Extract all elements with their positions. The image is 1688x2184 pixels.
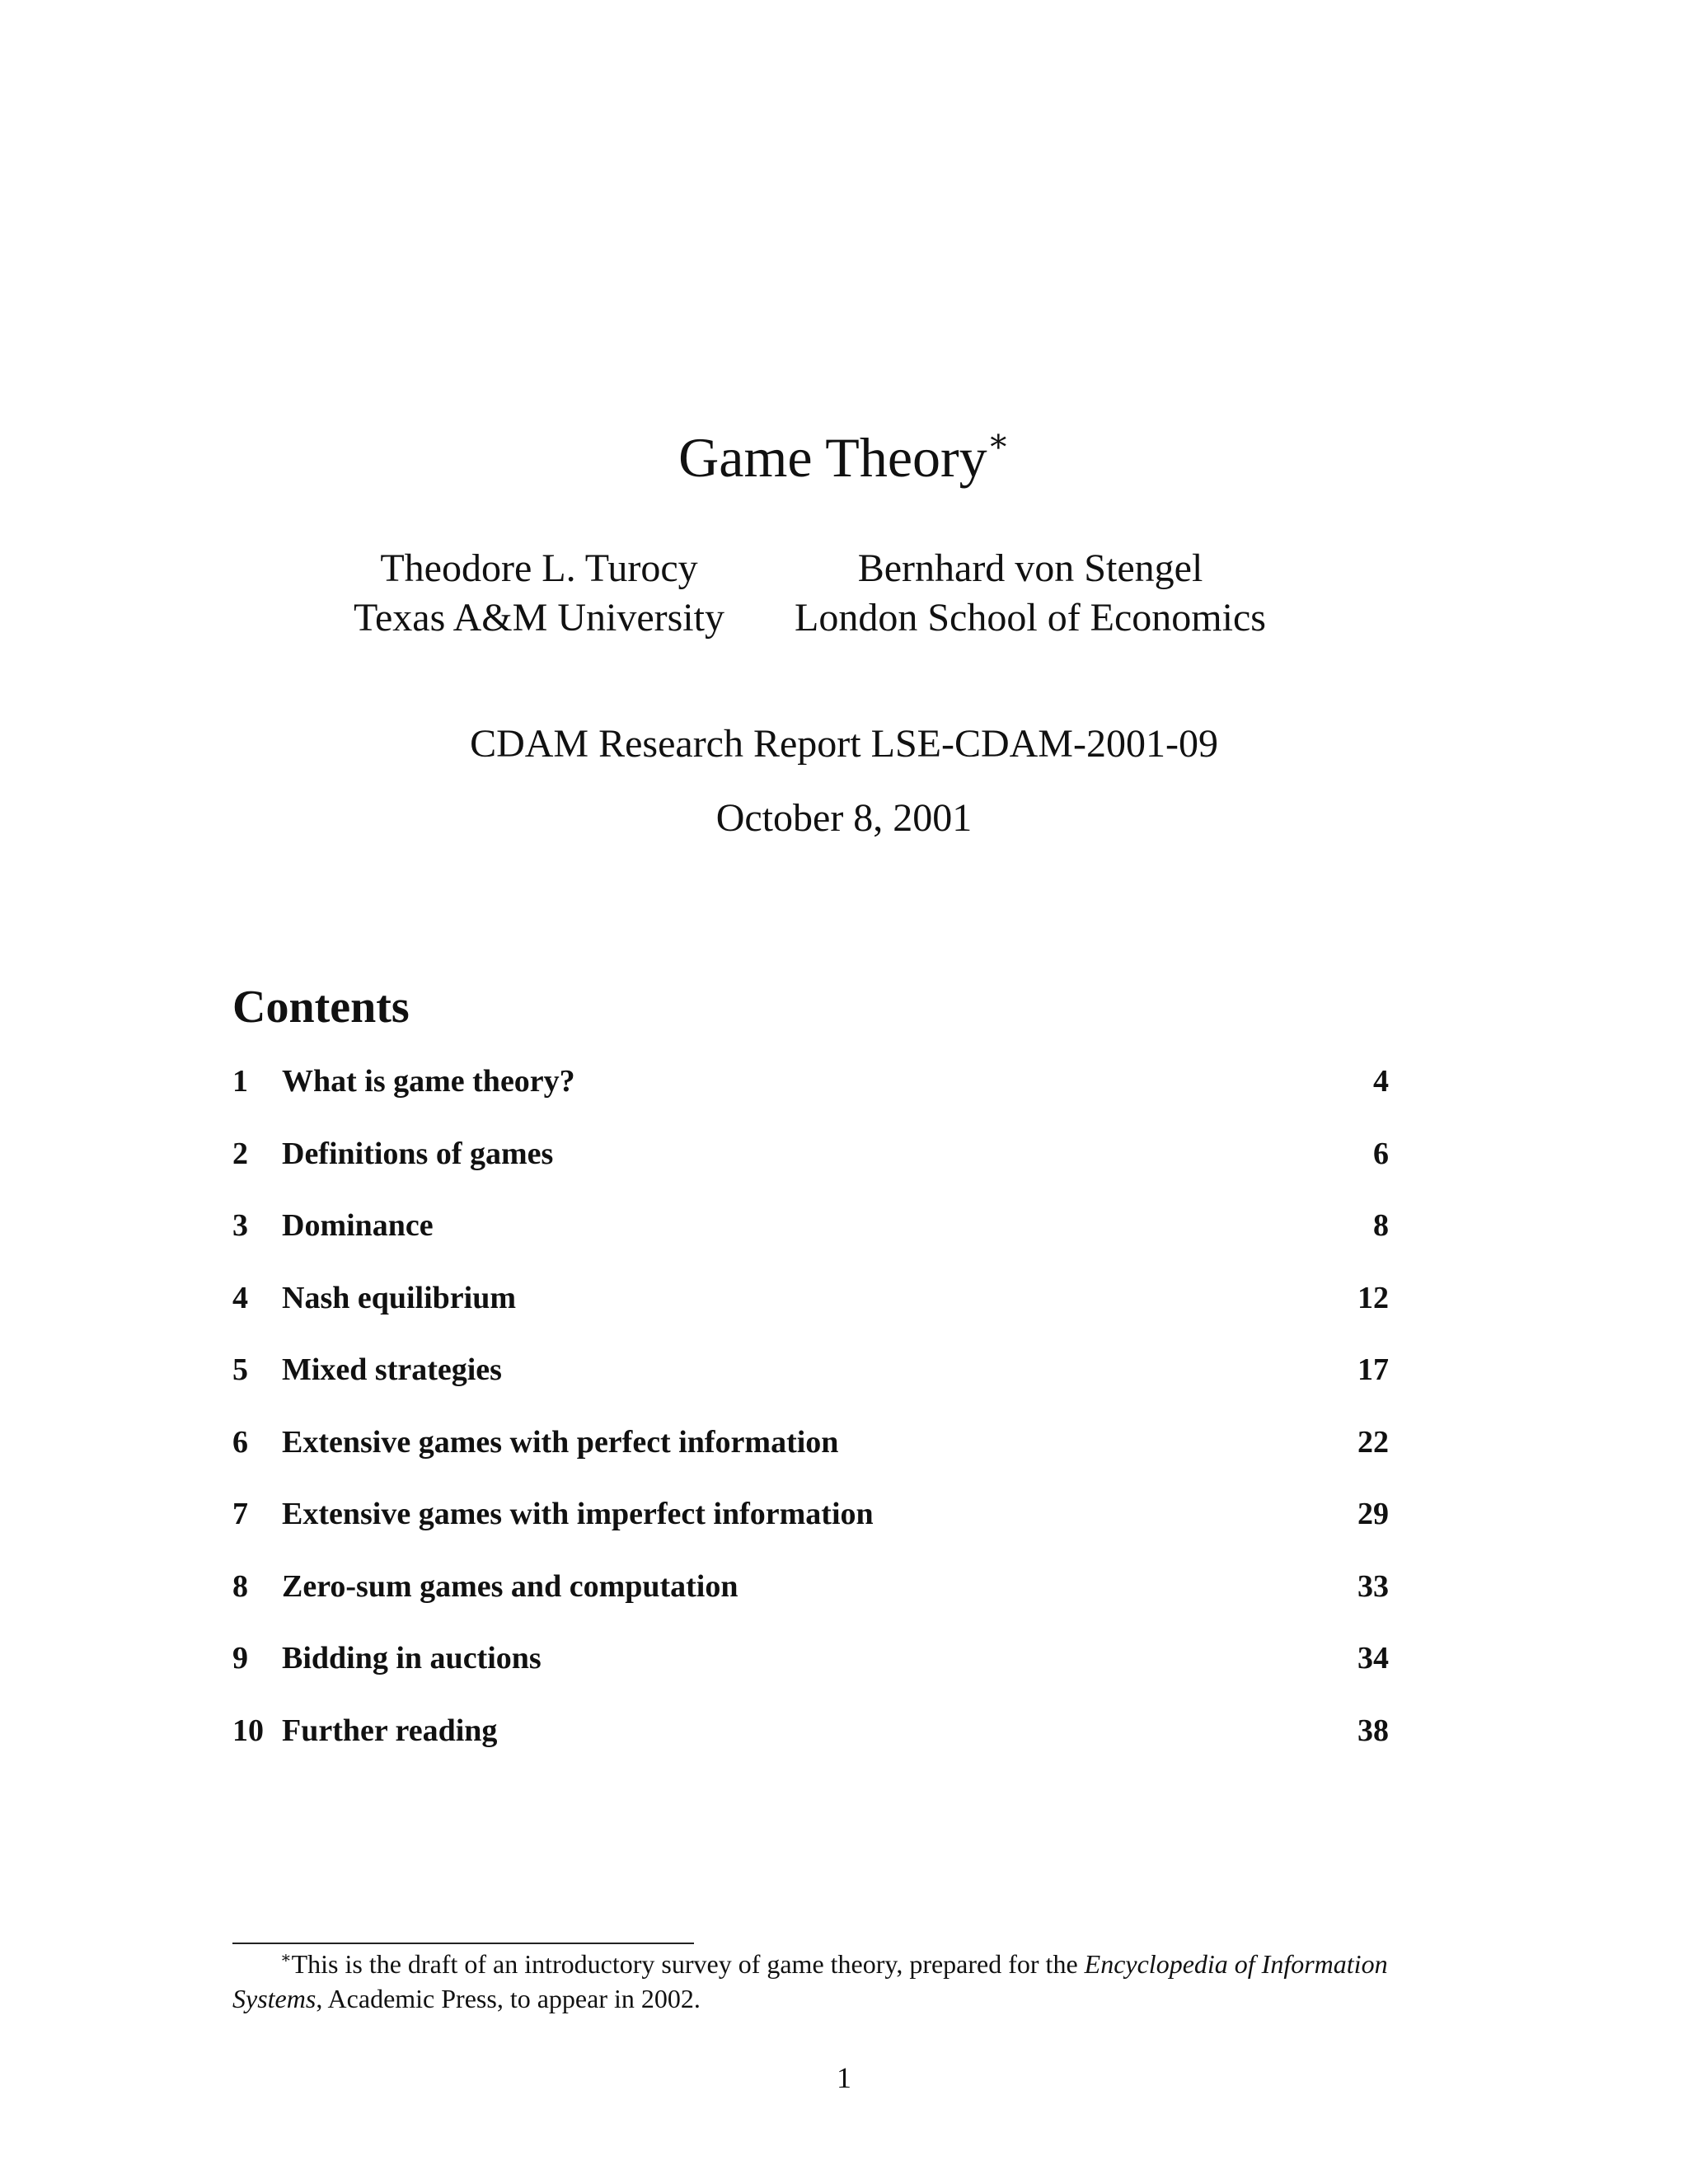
toc-number: 10	[232, 1713, 264, 1748]
page-number: 1	[837, 2061, 851, 2094]
toc-entry[interactable]	[232, 1063, 1389, 1136]
author-name: Bernhard von Stengel	[857, 546, 1203, 590]
toc-page: 34	[1357, 1641, 1389, 1675]
toc-title: Further reading	[282, 1713, 498, 1748]
author-affiliation: London School of Economics	[795, 596, 1266, 640]
author-name: Theodore L. Turocy	[380, 546, 698, 590]
toc-page: 6	[1373, 1136, 1389, 1171]
toc-page: 33	[1357, 1568, 1389, 1604]
toc-title: What is game theory?	[282, 1064, 575, 1099]
toc-number: 2	[232, 1136, 248, 1171]
toc-entry[interactable]	[232, 1207, 1389, 1280]
toc-number: 1	[232, 1064, 248, 1099]
report-number: CDAM Research Report LSE-CDAM-2001-09	[470, 722, 1218, 766]
contents-heading: Contents	[232, 982, 410, 1033]
author-affiliation: Texas A&M University	[354, 596, 724, 640]
toc-page: 17	[1357, 1352, 1389, 1387]
toc-page: 29	[1357, 1497, 1389, 1531]
paper-title-text: Game Theory	[678, 426, 987, 489]
paper-title	[0, 424, 1688, 492]
author-block-2	[775, 544, 1286, 643]
footnote	[232, 1947, 1390, 2016]
toc-number: 6	[232, 1424, 248, 1460]
toc-title: Extensive games with imperfect information	[282, 1497, 874, 1531]
toc-title: Nash equilibrium	[282, 1280, 517, 1315]
toc-entry[interactable]	[232, 1280, 1389, 1352]
toc-number: 4	[232, 1280, 248, 1315]
toc-entry[interactable]	[232, 1496, 1389, 1568]
toc-title: Zero-sum games and computation	[282, 1568, 738, 1604]
toc-entry[interactable]	[232, 1713, 1389, 1785]
toc-number: 3	[232, 1208, 248, 1243]
toc-page: 8	[1373, 1208, 1389, 1243]
toc-title: Extensive games with perfect information	[282, 1424, 839, 1460]
toc-entry[interactable]	[232, 1568, 1389, 1641]
report-date: October 8, 2001	[715, 796, 973, 840]
toc-number: 9	[232, 1641, 248, 1675]
toc-title: Definitions of games	[282, 1136, 554, 1171]
toc-number: 5	[232, 1352, 248, 1387]
footnote-text-end: , Academic Press, to appear in 2002.	[316, 1984, 701, 2013]
toc-entry[interactable]	[232, 1640, 1389, 1713]
toc-page: 22	[1357, 1424, 1389, 1460]
toc-title: Dominance	[282, 1208, 434, 1243]
toc-entry[interactable]	[232, 1424, 1389, 1497]
author-block-1	[284, 544, 795, 643]
toc-page: 12	[1357, 1280, 1389, 1315]
toc-page: 4	[1373, 1064, 1389, 1099]
footnote-rule	[232, 1943, 694, 1944]
footnote-text: This is the draft of an introductory survey of game theory, prepared for the	[291, 1949, 1085, 1979]
toc-number: 8	[232, 1568, 248, 1604]
title-footnote-marker: ∗	[987, 422, 1010, 459]
table-of-contents	[232, 1063, 1389, 1784]
footnote-italic-title: Encyclopedia of Information Systems	[232, 1949, 1388, 2013]
footnote-marker: ∗	[280, 1949, 292, 1967]
toc-entry[interactable]	[232, 1136, 1389, 1208]
toc-page: 38	[1357, 1713, 1389, 1748]
toc-number: 7	[232, 1497, 248, 1531]
toc-entry[interactable]	[232, 1352, 1389, 1424]
toc-title: Mixed strategies	[282, 1352, 502, 1387]
toc-title: Bidding in auctions	[282, 1641, 542, 1675]
